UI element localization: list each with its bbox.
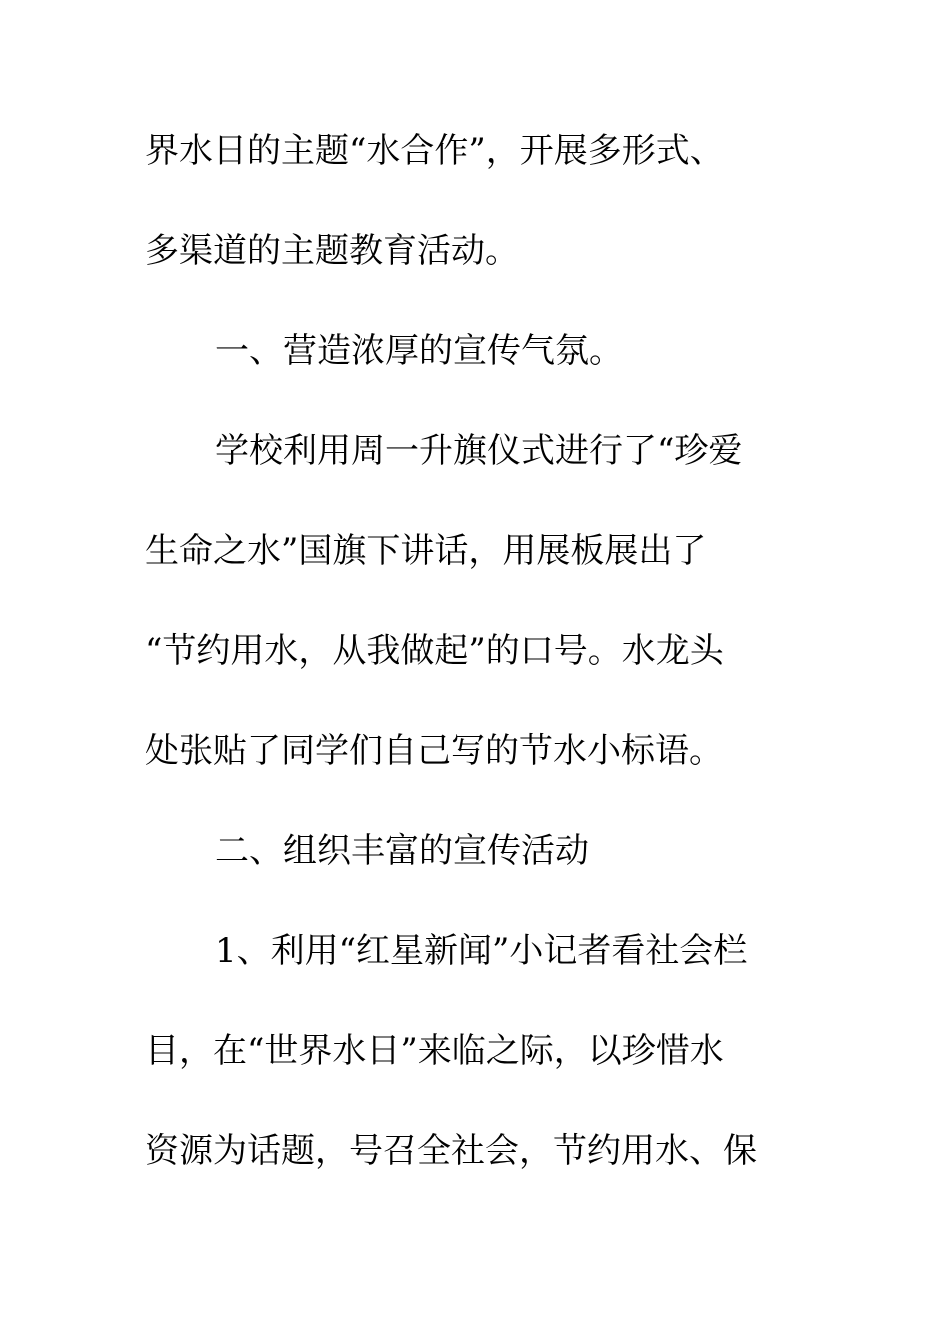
section-heading: 一、营造浓厚的宣传气氛。 bbox=[215, 331, 623, 371]
body-text-line: 生命之水”国旗下讲话，用展板展出了 bbox=[145, 531, 707, 571]
body-text-line: 多渠道的主题教育活动。 bbox=[145, 231, 519, 271]
body-text-line: 处张贴了同学们自己写的节水小标语。 bbox=[145, 731, 723, 771]
body-text-line: 界水日的主题“水合作”，开展多形式、 bbox=[145, 131, 724, 171]
body-text-line: “节约用水，从我做起”的口号。水龙头 bbox=[145, 631, 724, 671]
body-text-line: 资源为话题，号召全社会，节约用水、保 bbox=[145, 1131, 757, 1171]
paragraph-first-line: 1、利用“红星新闻”小记者看社会栏 bbox=[215, 931, 748, 971]
paragraph-first-line: 学校利用周一升旗仪式进行了“珍爱 bbox=[215, 431, 743, 471]
section-heading: 二、组织丰富的宣传活动 bbox=[215, 831, 589, 871]
body-text-line: 目，在“世界水日”来临之际，以珍惜水 bbox=[145, 1031, 724, 1071]
